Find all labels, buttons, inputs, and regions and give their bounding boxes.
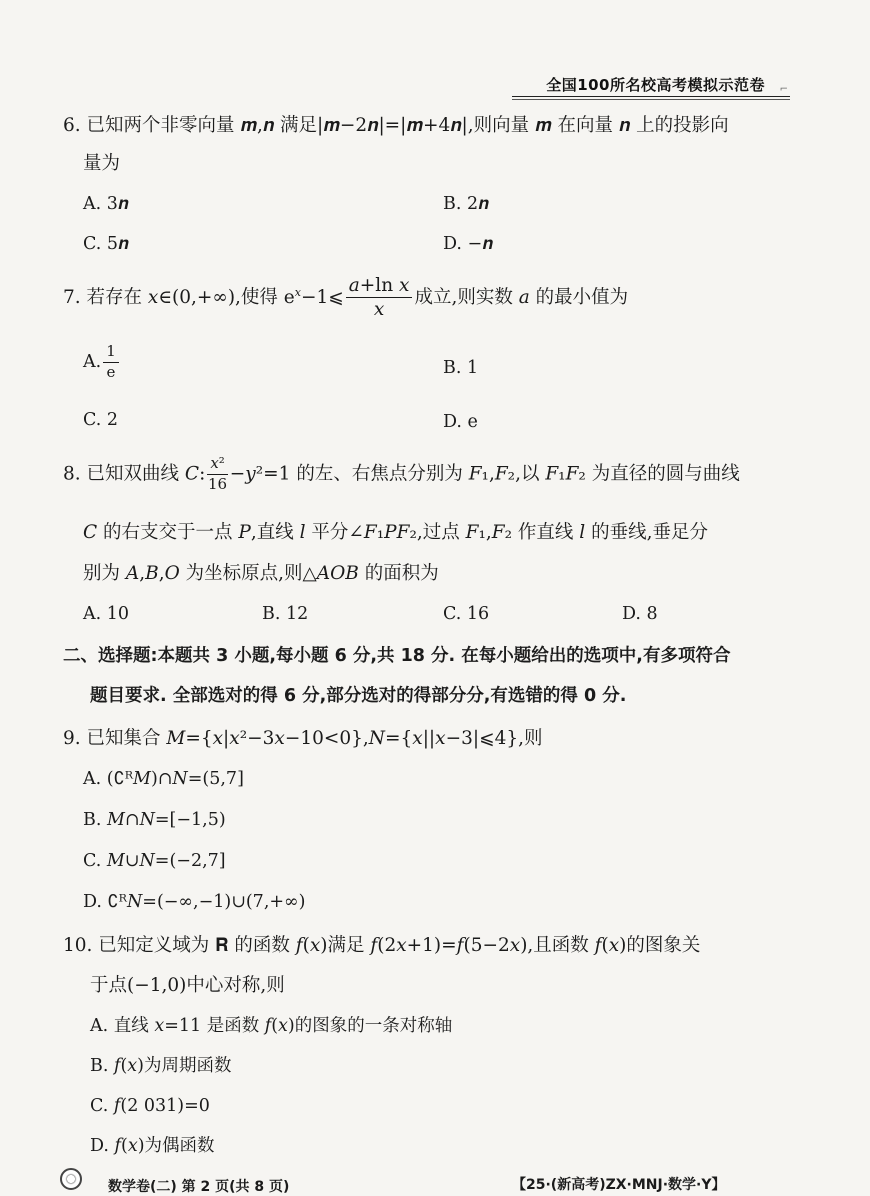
q9-option-c: C. 𝑀∪𝑁=(−2,7] [83,851,226,871]
q8-stem-line3: 别为 𝐴,𝐵,𝑂 为坐标原点,则△𝐴𝑂𝐵 的面积为 [83,563,439,584]
q9-stem: 9. 已知集合 𝑀={𝑥|𝑥²−3𝑥−10<0},𝑁={𝑥||𝑥−3|⩽4},则 [63,728,543,749]
q7-option-c: C. 2 [83,410,119,430]
q8-fraction-denominator: 16 [208,474,228,493]
footer-page-info: 数学卷(二) 第 2 页(共 8 页) [108,1179,290,1195]
q7-option-d: D. e [443,412,478,432]
header-decoration-icon: ⌐ [779,84,788,95]
footer-logo-icon [60,1168,82,1190]
q7-option-a-label: A. [83,351,102,372]
q8-stem-line2: 𝐶 的右支交于一点 𝑃,直线 𝑙 平分∠𝐹₁𝑃𝐹₂,过点 𝐹₁,𝐹₂ 作直线 𝑙 的垂线,垂足分 [83,522,708,543]
q7-fraction [346,276,413,320]
header-rule [512,96,790,97]
header-rule-thin [512,99,790,100]
q7-stem [63,276,628,320]
q10-option-d: D. 𝑓(𝑥)为偶函数 [90,1136,215,1156]
q6-option-d: D. −𝒏 [443,234,493,254]
q7-option-b: B. 1 [443,358,479,378]
q8-suffix: −𝑦²=1 的左、右焦点分别为 𝐹₁,𝐹₂,以 𝐹₁𝐹₂ 为直径的圆与曲线 [229,463,740,485]
q8-stem-line1 [63,456,740,493]
q8-prefix: 8. 已知双曲线 𝐶: [63,463,206,485]
q7-fraction-denominator: 𝑥 [373,299,385,321]
footer-exam-code: 【25·(新高考)ZX·MNJ·数学·Y】 [512,1177,726,1193]
q7-option-a-denominator: e [106,362,116,381]
q6-option-c: C. 5𝒏 [83,234,129,254]
section2-instructions-line2: 题目要求. 全部选对的得 6 分,部分选对的得部分分,有选错的得 0 分. [90,686,627,706]
q8-fraction [207,456,227,493]
q6-option-b: B. 2𝒏 [443,194,489,214]
q10-stem-line1: 10. 已知定义域为 𝐑 的函数 𝑓(𝑥)满足 𝑓(2𝑥+1)=𝑓(5−2𝑥),且函数 𝑓(𝑥)的图象关 [63,935,701,956]
q10-option-b: B. 𝑓(𝑥)为周期函数 [90,1056,232,1076]
q8-option-d: D. 8 [622,604,658,624]
q7-option-a-numerator: 1 [103,344,119,363]
q10-stem-line2: 于点(−1,0)中心对称,则 [90,975,285,996]
q8-option-b: B. 12 [262,604,309,624]
q8-fraction-numerator: 𝑥² [207,456,227,475]
q7-suffix: 成立,则实数 𝑎 的最小值为 [414,286,629,308]
q7-exponent: 𝑥 [294,285,301,299]
q8-option-a: A. 10 [83,604,130,624]
q7-prefix: 7. 若存在 𝑥∈(0,+∞),使得 e [63,286,295,308]
section2-instructions-line1: 二、选择题:本题共 3 小题,每小题 6 分,共 18 分. 在每小题给出的选项中,有多项符合 [63,646,731,666]
q6-stem-line2: 量为 [83,153,121,174]
q7-option-a [83,344,121,381]
q7-option-a-fraction [103,344,119,381]
q7-fraction-numerator: 𝑎+ln 𝑥 [346,276,413,298]
q6-stem-line1: 6. 已知两个非零向量 𝒎,𝒏 满足|𝒎−2𝒏|=|𝒎+4𝒏|,则向量 𝒎 在向量 𝒏 上的投影向 [63,115,729,136]
header-title: 全国100所名校高考模拟示范卷 [546,76,765,94]
q7-mid: −1⩽ [300,286,344,308]
q9-option-a: A. (∁ᴿ𝑀)∩𝑁=(5,7] [83,769,244,789]
q10-option-c: C. 𝑓(2 031)=0 [90,1096,210,1116]
q6-option-a: A. 3𝒏 [83,194,129,214]
q9-option-d: D. ∁ᴿ𝑁=(−∞,−1)∪(7,+∞) [83,892,306,912]
q8-option-c: C. 16 [443,604,490,624]
q10-option-a: A. 直线 𝑥=11 是函数 𝑓(𝑥)的图象的一条对称轴 [90,1016,453,1036]
q9-option-b: B. 𝑀∩𝑁=[−1,5) [83,810,226,830]
